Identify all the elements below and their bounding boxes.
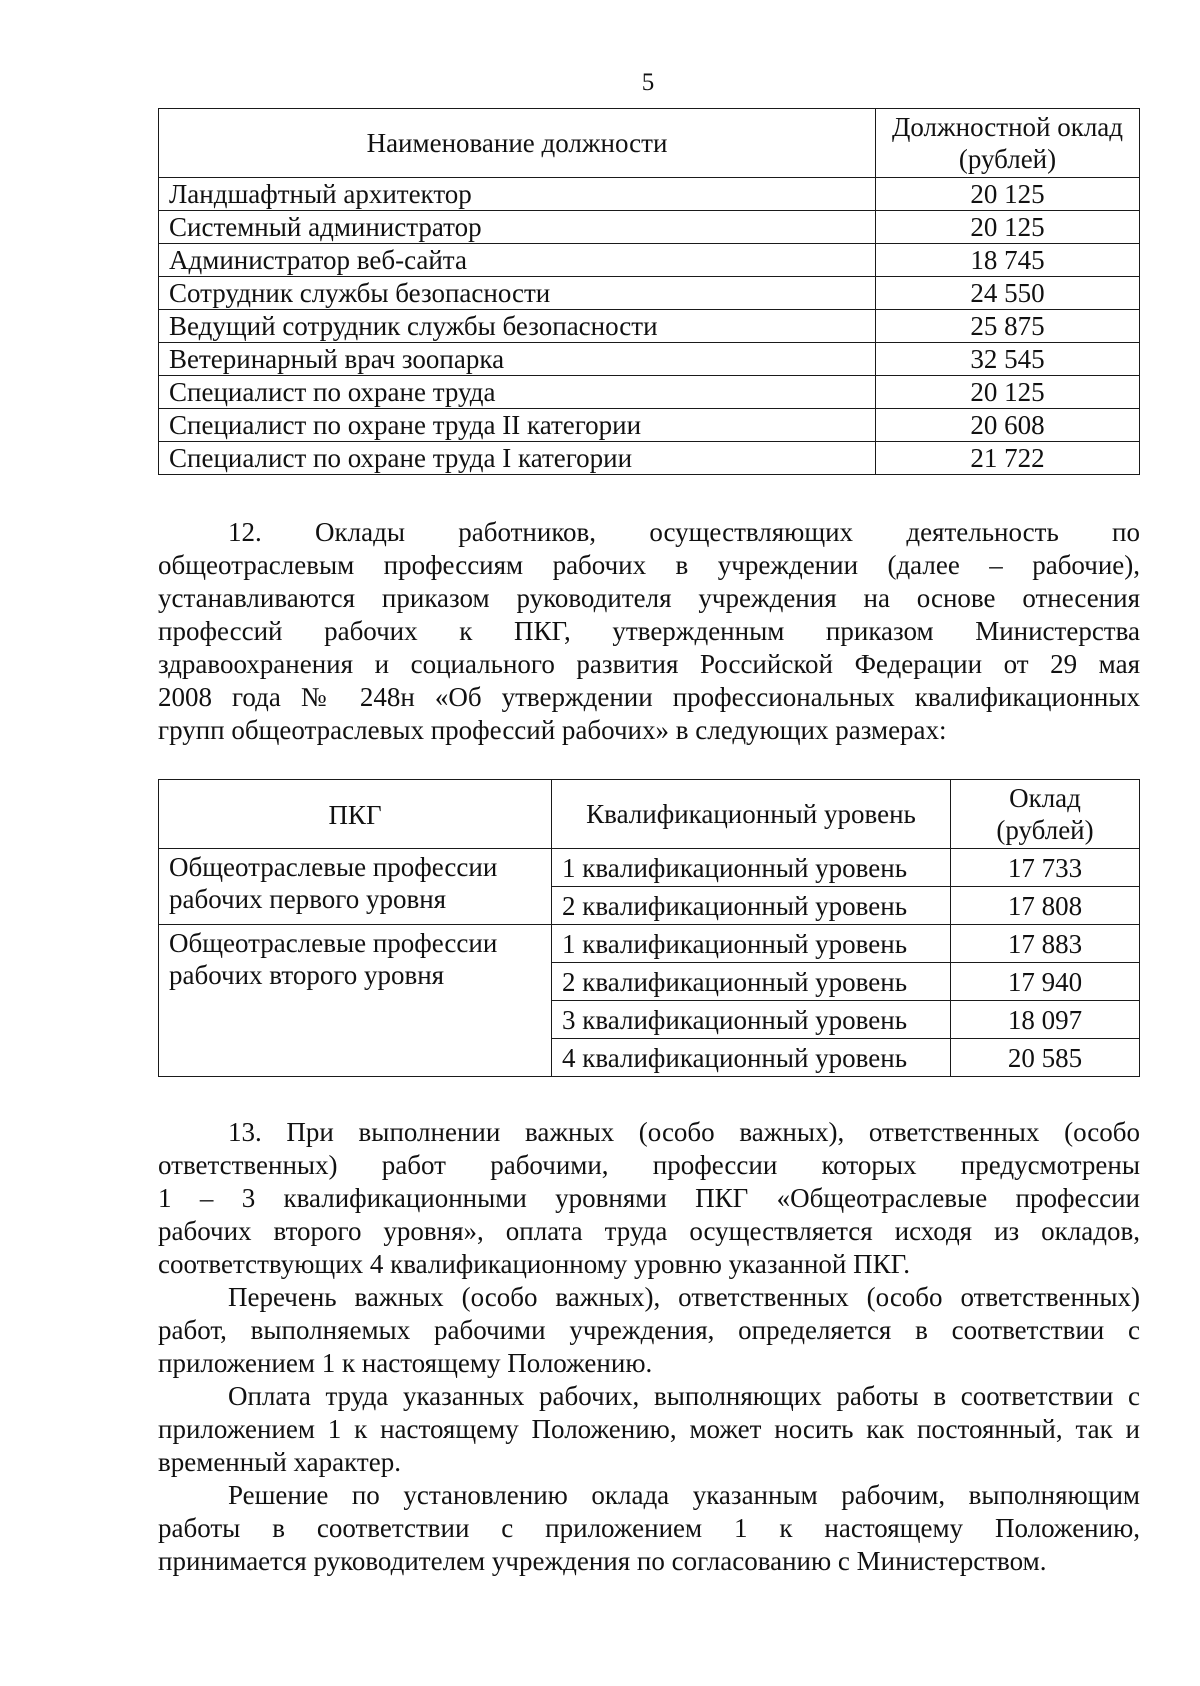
- position-salary: 20 125: [876, 211, 1140, 244]
- position-salary: 20 125: [876, 178, 1140, 211]
- paragraph-12: [158, 516, 1140, 747]
- paragraph-line: ответственных) работ рабочими, профессии которых предусмотрены: [158, 1150, 1140, 1180]
- position-salary: 32 545: [876, 343, 1140, 376]
- paragraph-line: Перечень важных (особо важных), ответственных (особо ответственных): [228, 1282, 1140, 1312]
- qualification-level: 3 квалификационный уровень: [552, 1001, 951, 1039]
- table-row: [159, 849, 1140, 887]
- position-name: Специалист по охране труда: [159, 376, 876, 409]
- position-name: Специалист по охране труда I категории: [159, 442, 876, 475]
- level-salary: 17 940: [951, 963, 1140, 1001]
- position-name: Администратор веб-сайта: [159, 244, 876, 277]
- paragraph-decision: [158, 1479, 1140, 1578]
- qualification-level: 1 квалификационный уровень: [552, 925, 951, 963]
- paragraph-line: 13. При выполнении важных (особо важных), ответственных (особо: [228, 1117, 1140, 1147]
- paragraph-line: 12. Оклады работников, осуществляющих деятельность по: [228, 517, 1140, 547]
- table-row: [159, 442, 1140, 475]
- pkg-group-first-level: [159, 849, 552, 925]
- paragraph-13: [158, 1116, 1140, 1281]
- paragraph-line: общеотраслевым профессиям рабочих в учреждении (далее – рабочие),: [158, 550, 1140, 580]
- table-row: [159, 925, 1140, 963]
- header-salary: [951, 780, 1140, 849]
- header-pkg: ПКГ: [159, 780, 552, 849]
- level-salary: 18 097: [951, 1001, 1140, 1039]
- header-qualification-level: Квалификационный уровень: [552, 780, 951, 849]
- table-row: [159, 178, 1140, 211]
- header-salary-line1: Оклад: [1009, 783, 1081, 813]
- paragraph-line: групп общеотраслевых профессий рабочих» в следующих размерах:: [158, 715, 947, 745]
- table-header-row: [159, 780, 1140, 849]
- paragraph-line: здравоохранения и социального развития Российской Федерации от 29 мая: [158, 649, 1140, 679]
- pkg-name-line1: Общеотраслевые профессии: [169, 928, 498, 958]
- paragraph-line: приложением 1 к настоящему Положению.: [158, 1348, 653, 1378]
- level-salary: 20 585: [951, 1039, 1140, 1077]
- paragraph-line: рабочих второго уровня», оплата труда осуществляется исходя из окладов,: [158, 1216, 1140, 1246]
- paragraph-line: работы в соответствии с приложением 1 к настоящему Положению,: [158, 1513, 1140, 1543]
- pkg-name-line2: рабочих второго уровня: [169, 960, 445, 990]
- position-name: Ландшафтный архитектор: [159, 178, 876, 211]
- table-row: [159, 376, 1140, 409]
- position-salary: 18 745: [876, 244, 1140, 277]
- pkg-name-line1: Общеотраслевые профессии: [169, 852, 498, 882]
- header-salary-line2: (рублей): [958, 144, 1057, 174]
- table-row: [159, 244, 1140, 277]
- position-name: Ветеринарный врач зоопарка: [159, 343, 876, 376]
- paragraph-line: профессий рабочих к ПКГ, утвержденным приказом Министерства: [158, 616, 1140, 646]
- paragraph-line: принимается руководителем учреждения по согласованию с Министерством.: [158, 1546, 1047, 1576]
- header-position-name: Наименование должности: [159, 109, 876, 178]
- position-salary: 24 550: [876, 277, 1140, 310]
- paragraph-line: устанавливаются приказом руководителя учреждения на основе отнесения: [158, 583, 1140, 613]
- table-row: [159, 310, 1140, 343]
- paragraph-line: Оплата труда указанных рабочих, выполняющих работы в соответствии с: [228, 1381, 1140, 1411]
- page-number: 5: [641, 69, 655, 96]
- paragraph-line: приложением 1 к настоящему Положению, может носить как постоянный, так и: [158, 1414, 1140, 1444]
- table-row: [159, 277, 1140, 310]
- position-salary: 20 125: [876, 376, 1140, 409]
- paragraph-line: 2008 года № 248н «Об утверждении профессиональных квалификационных: [158, 682, 1140, 712]
- paragraph-line: Решение по установлению оклада указанным рабочим, выполняющим: [228, 1480, 1140, 1510]
- qualification-level: 2 квалификационный уровень: [552, 887, 951, 925]
- header-salary-line2: (рублей): [996, 815, 1094, 845]
- paragraph-pay: [158, 1380, 1140, 1479]
- position-name: Сотрудник службы безопасности: [159, 277, 876, 310]
- qualification-level: 1 квалификационный уровень: [552, 849, 951, 887]
- header-salary: [876, 109, 1140, 178]
- header-salary-line1: Должностной оклад: [891, 112, 1124, 142]
- level-salary: 17 808: [951, 887, 1140, 925]
- position-name: Системный администратор: [159, 211, 876, 244]
- paragraph-line: временный характер.: [158, 1447, 401, 1477]
- qualification-level: 2 квалификационный уровень: [552, 963, 951, 1001]
- position-salary: 20 608: [876, 409, 1140, 442]
- position-salary: 25 875: [876, 310, 1140, 343]
- pkg-name-line2: рабочих первого уровня: [169, 884, 447, 914]
- table-row: [159, 343, 1140, 376]
- position-name: Ведущий сотрудник службы безопасности: [159, 310, 876, 343]
- paragraph-work-list: [158, 1281, 1140, 1380]
- paragraph-line: работ, выполняемых рабочими учреждения, определяется в соответствии с: [158, 1315, 1140, 1345]
- table-row: [159, 409, 1140, 442]
- position-salary: 21 722: [876, 442, 1140, 475]
- qualification-salary-table: [158, 779, 1140, 1077]
- position-name: Специалист по охране труда II категории: [159, 409, 876, 442]
- level-salary: 17 883: [951, 925, 1140, 963]
- table-header-row: [159, 109, 1140, 178]
- paragraph-line: соответствующих 4 квалификационному уровню указанной ПКГ.: [158, 1249, 910, 1279]
- table-row: [159, 211, 1140, 244]
- positions-salary-table: [158, 108, 1140, 475]
- paragraph-line: 1 – 3 квалификационными уровнями ПКГ «Общеотраслевые профессии: [158, 1183, 1140, 1213]
- qualification-level: 4 квалификационный уровень: [552, 1039, 951, 1077]
- pkg-group-second-level: [159, 925, 552, 1077]
- level-salary: 17 733: [951, 849, 1140, 887]
